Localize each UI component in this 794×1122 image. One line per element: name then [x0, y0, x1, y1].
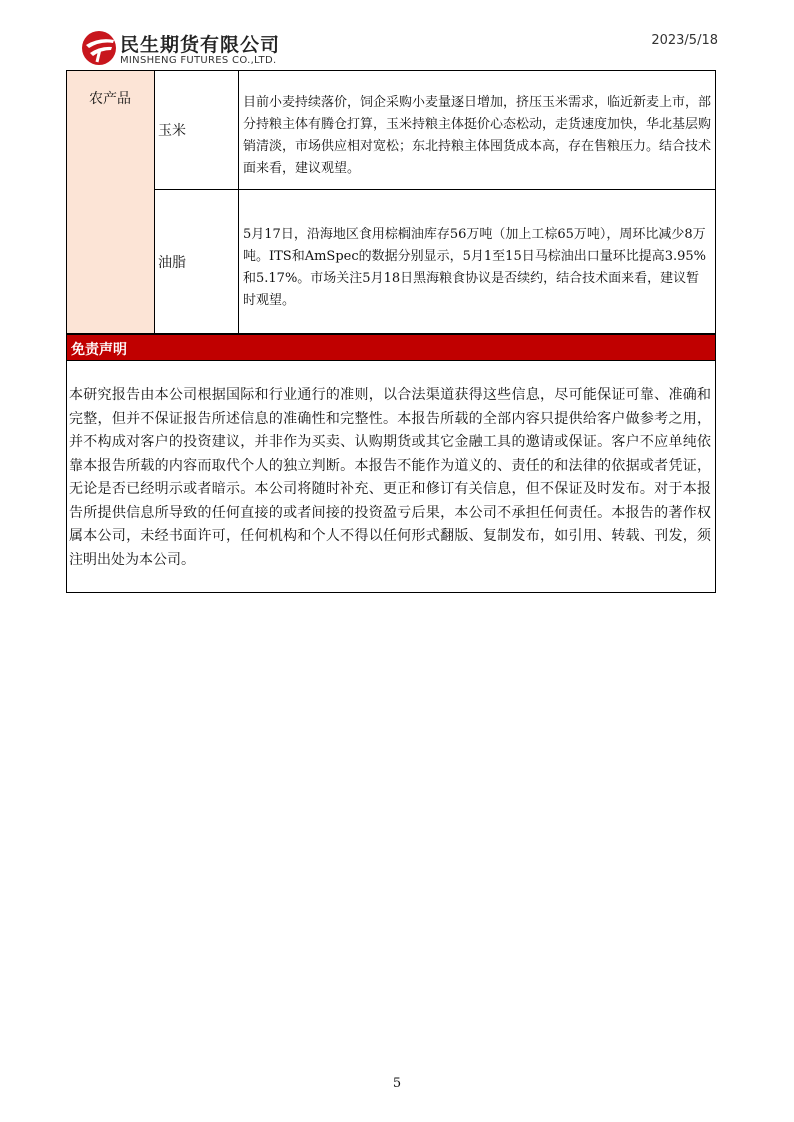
disclaimer-title: 免责声明: [71, 342, 127, 358]
commodity-table: [66, 70, 716, 334]
disclaimer-box: [66, 361, 716, 593]
commodity-name-cell: [155, 71, 239, 189]
table-row: [155, 190, 715, 333]
category-label: 农产品: [89, 91, 131, 107]
report-date: 2023/5/18: [651, 33, 718, 48]
disclaimer-header: [66, 334, 716, 361]
commodity-analysis: 5月17日，沿海地区食用棕榈油库存56万吨（加上工棕65万吨），周环比减少8万吨。ITS和AmSpec的数据分别显示，5月1至15日马棕油出口量环比提高3.95%和5.17%。市场关注5月18日黑海粮食协议是否续约，结合技术面来看，建议暂时观望。: [243, 227, 707, 308]
page-number: 5: [392, 1076, 402, 1091]
table-row: [155, 71, 715, 190]
company-logo: [80, 28, 320, 72]
company-name-en: MINSHENG FUTURES CO.,LTD.: [120, 55, 277, 66]
company-name-cn: 民生期货有限公司: [120, 34, 281, 56]
disclaimer-text: 本研究报告由本公司根据国际和行业通行的准则，以合法渠道获得这些信息，尽可能保证可靠、准确和完整，但并不保证报告所述信息的准确性和完整性。本报告所载的全部内容只提供给客户做参考之用，并不构成对客户的投资建议，并非作为买卖、认购期货或其它金融工具的邀请或保证。客户不应单纯依靠本报告所载的内容而取代个人的独立判断。本报告不能作为道义的、责任的和法律的依据或者凭证，无论是否已经明示或者暗示。本公司将随时补充、更正和修订有关信息，但不保证及时发布。对于本报告所提供信息所导致的任何直接的或者间接的投资盈亏后果，本公司不承担任何责任。本报告的著作权属本公司，未经书面许可，任何机构和个人不得以任何形式翻版、复制发布，如引用、转载、刊发，须注明出处为本公司。: [69, 387, 711, 568]
category-cell: [67, 71, 155, 333]
commodity-analysis: 目前小麦持续落价，饲企采购小麦量逐日增加，挤压玉米需求，临近新麦上市，部分持粮主体有腾仓打算，玉米持粮主体挺价心态松动，走货速度加快，华北基层购销清淡，市场供应相对宽松；东北持粮主体囤货成本高，存在售粮压力。结合技术面来看，建议观望。: [243, 95, 712, 176]
commodity-name-cell: [155, 190, 239, 333]
commodity-name: 玉米: [158, 123, 186, 139]
commodity-name: 油脂: [158, 254, 186, 271]
minsheng-logo-icon: [80, 28, 118, 68]
